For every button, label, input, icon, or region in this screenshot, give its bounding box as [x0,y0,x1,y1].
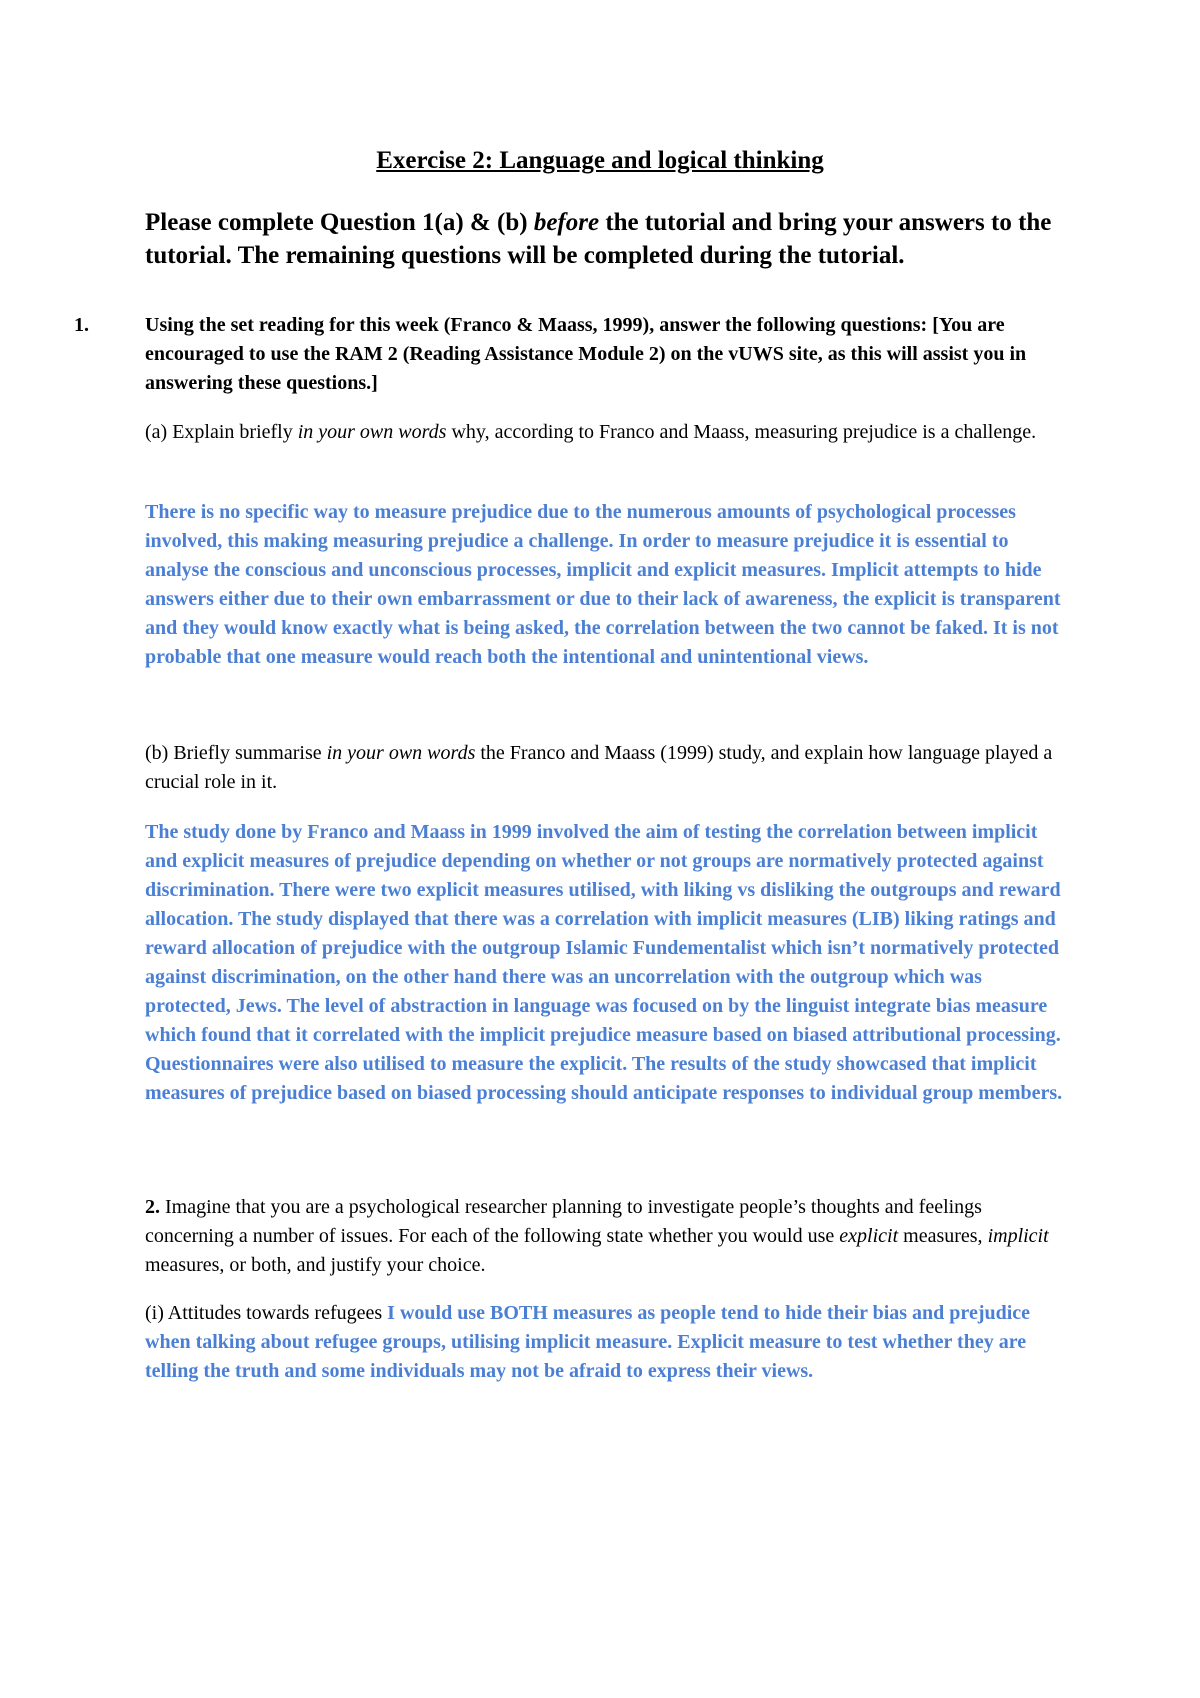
question-2-number: 2. [145,1196,160,1218]
question-2i-prompt: (i) Attitudes towards refugees [145,1302,388,1324]
question-2-prompt [145,1193,1070,1280]
question-1b-italic: in your own words [326,742,476,764]
question-2-italic-implicit: implicit [987,1225,1049,1247]
question-2i [145,1299,1070,1386]
intro-instructions [145,206,1070,272]
page-title: Exercise 2: Language and logical thinking [376,147,824,174]
question-1-number: 1. [74,314,89,336]
intro-italic-before: before [533,209,600,236]
question-2-italic-explicit: explicit [839,1225,899,1247]
question-1a-italic: in your own words [297,421,447,443]
question-1b-suffix: the Franco and Maass (1999) study, and explain how language played a crucial role in it. [145,742,1053,793]
question-1b-prefix: (b) Briefly summarise [145,742,327,764]
question-1a-answer: There is no specific way to measure prejudice due to the numerous amounts of psychological processes involved, this making measuring prejudice a challenge. In order to measure prejudice it is essential to analyse the conscious and unconscious processes, implicit and explicit measures. Implicit attempts to hide answers either due to their own embarrassment or due to their lack of awareness, the explicit is transparent and they would know exactly what is being asked, the correlation between the two cannot be faked. It is not probable that one measure would reach both the intentional and unintentional views. [145,501,1061,668]
question-1a-prefix: (a) Explain briefly [145,421,298,443]
question-2i-answer: I would use BOTH measures as people tend to hide their bias and prejudice when talking about refugee groups, utilising implicit measure. Explicit measure to test whether they are telling the truth and some individuals may not be afraid to express their views. [145,1302,1031,1382]
question-2-text2: measures, [898,1225,988,1247]
question-2-text3: measures, or both, and justify your choice. [145,1254,486,1276]
intro-text-part1: Please complete Question 1(a) & (b) [145,209,534,236]
question-1a-suffix: why, according to Franco and Maass, measuring prejudice is a challenge. [446,421,1037,443]
question-1b-prompt [145,739,1070,797]
question-2-text1: Imagine that you are a psychological researcher planning to investigate people’s thoughts and feelings concerning a number of issues. For each of the following state whether you would use [145,1196,982,1247]
question-1b-answer: The study done by Franco and Maass in 1999 involved the aim of testing the correlation between implicit and explicit measures of prejudice depending on whether or not groups are normatively protected against discrimination. There were two explicit measures utilised, with liking vs disliking the outgroups and reward allocation. The study displayed that there was a correlation with implicit measures (LIB) liking ratings and reward allocation of prejudice with the outgroup Islamic Fundementalist which isn’t normatively protected against discrimination, on the other hand there was an uncorrelation with the outgroup which was protected, Jews. The level of abstraction in language was focused on by the linguist integrate bias measure which found that it correlated with the implicit prejudice measure based on biased attributional processing. Questionnaires were also utilised to measure the explicit. The results of the study showcased that implicit measures of prejudice based on biased processing should anticipate responses to individual group members. [145,821,1063,1104]
question-1-text: Using the set reading for this week (Franco & Maass, 1999), answer the following questions: [You are encouraged to use the RAM 2 (Reading Assistance Module 2) on the vUWS site, as this will assist you in answering these questions.] [145,314,1027,394]
question-1a-prompt [145,418,1070,447]
intro-text-part2: the tutorial and bring your answers to the tutorial. The remaining questions will be completed during the tutorial. [145,209,1052,269]
